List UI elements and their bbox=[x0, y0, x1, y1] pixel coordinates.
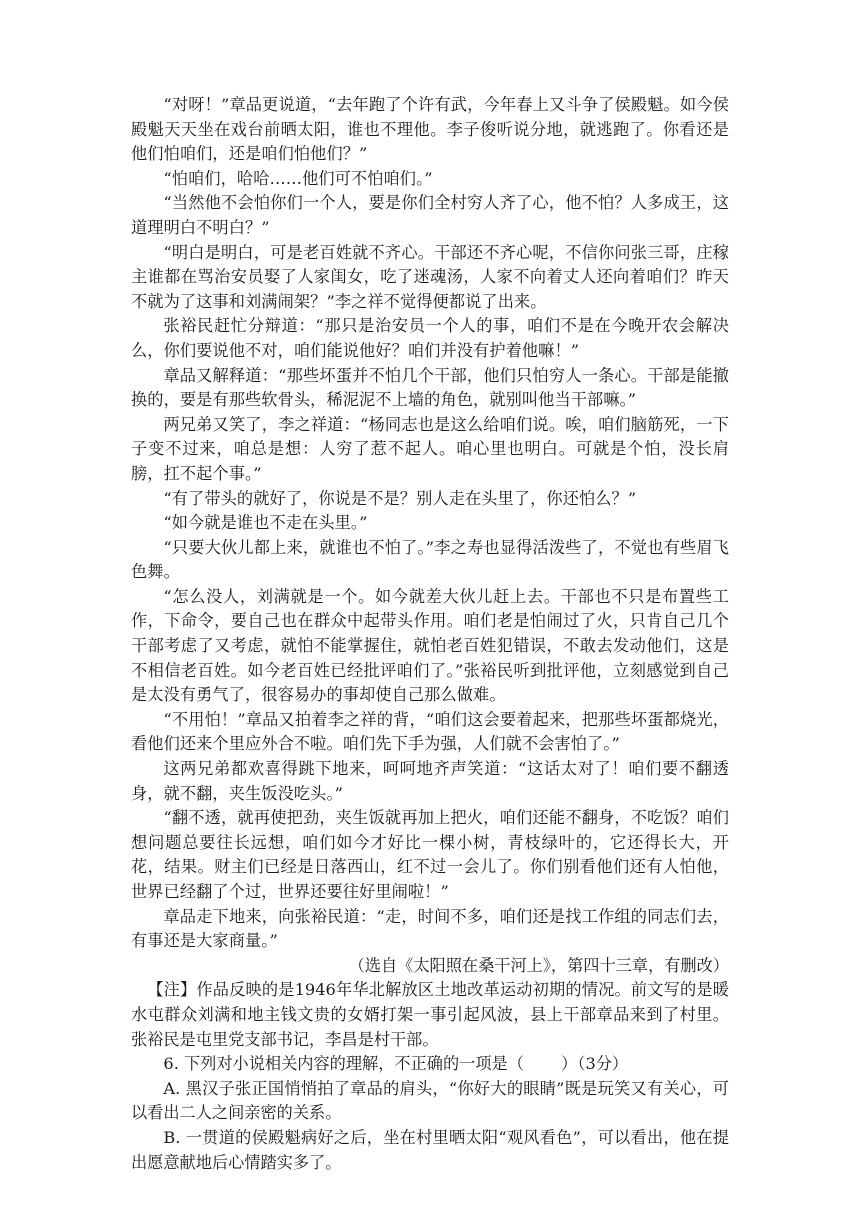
paragraph: “只要大伙儿都上来，就谁也不怕了。”李之寿也显得活泼些了，不觉也有些眉飞色舞。 bbox=[131, 537, 729, 582]
paragraph: 两兄弟又笑了，李之祥道：“杨同志也是这么给咱们说。唉，咱们脑筋死，一下子变不过来，咱总是想：人穷了惹不起人。咱心里也明白。可就是个怕，没长肩膀，扛不起个事。” bbox=[131, 414, 729, 483]
source-citation: （选自《太阳照在桑干河上》，第四十三章，有删改） bbox=[348, 955, 729, 975]
question-stem-text: 6. 下列对小说相关内容的理解，不正确的一项是（ bbox=[163, 1054, 524, 1074]
paragraph: 张裕民赶忙分辩道：“那只是治安员一个人的事，咱们不是在今晚开农会解决么，你们要说他不对，咱们能说他好？咱们并没有护着他嘛！” bbox=[131, 316, 729, 360]
paragraph: “当然他不会怕你们一个人，要是你们全村穷人齐了心，他不怕？人多成王，这道理明白不明白？” bbox=[131, 193, 729, 237]
paragraph: 章品走下地来，向张裕民道：“走，时间不多，咱们还是找工作组的同志们去，有事还是大家商量。” bbox=[131, 906, 729, 951]
paragraph: “明白是明白，可是老百姓就不齐心。干部还不齐心呢，不信你问张三哥，庄稼主谁都在骂治安员娶了人家闺女，吃了迷魂汤，人家不向着丈人还向着咱们？昨天不就为了这事和刘满闹架？”李之祥不觉得便都说了出来。 bbox=[131, 242, 729, 311]
paragraph: “怕咱们，哈哈……他们可不怕咱们。” bbox=[163, 168, 433, 188]
footnote: 【注】作品反映的是1946年华北解放区土地改革运动初期的情况。前文写的是暖水屯群众刘满和地主钱文贵的女婿打架一事引起风波，县上干部章品来到了村里。张裕民是屯里党支部书记，李昌是村干部。 bbox=[131, 980, 729, 1049]
paragraph: “不用怕！”章品又拍着李之祥的背，“咱们这会要着起来，把那些坏蛋都烧光，看他们还来个里应外合不啦。咱们先下手为强，人们就不会害怕了。” bbox=[131, 709, 729, 754]
question-stem bbox=[131, 1052, 729, 1077]
paragraph: 这两兄弟都欢喜得跳下地来，呵呵地齐声笑道：“这话太对了！咱们要不翻透身，就不翻，夹生饭没吃头。” bbox=[131, 759, 729, 803]
paragraph: “对呀！”章品更说道，“去年跑了个许有武，今年春上又斗争了侯殿魁。如今侯殿魁天天坐在戏台前晒太阳，谁也不理他。李子俊听说分地，就逃跑了。你看还是他们怕咱们，还是咱们怕他们？” bbox=[131, 95, 729, 164]
option-b: B. 一贯道的侯殿魁病好之后，坐在村里晒太阳“观风看色”，可以看出，他在提出愿意献地后心情踏实多了。 bbox=[131, 1127, 729, 1172]
paragraph: “有了带头的就好了，你说是不是？别人走在头里了，你还怕么？” bbox=[163, 488, 637, 508]
paragraph: “怎么没人，刘满就是一个。如今就差大伙儿赶上去。干部也不只是布置些工作，下命令，要自己也在群众中起带头作用。咱们老是怕闹过了火，只肯自己几个干部考虑了又考虑，就怕不能掌握住，就怕老百姓犯错误，不敢去发动他们，这是不相信老百姓。如今老百姓已经批评咱们了。”张裕民听到批评他，立刻感觉到自己是太没有勇气了，很容易办的事却使自己那么做难。 bbox=[131, 586, 729, 705]
passage bbox=[131, 93, 729, 954]
option-a: A. 黑汉子张正国悄悄拍了章品的肩头，“你好大的眼睛”既是玩笑又有关心，可以看出二人之间亲密的关系。 bbox=[131, 1078, 729, 1123]
paragraph: 章品又解释道：“那些坏蛋并不怕几个干部，他们只怕穷人一条心。干部是能撤换的，要是有那些软骨头，稀泥泥不上墙的角色，就别叫他当干部嘛。” bbox=[131, 365, 729, 410]
paragraph: “翻不透，就再使把劲，夹生饭就再加上把火，咱们还能不翻身，不吃饭？咱们想问题总要往长远想，咱们如今才好比一棵小树，青枝绿叶的，它还得长大，开花，结果。财主们已经是日落西山，红不过一会儿了。你们别看他们还有人怕他，世界已经翻了个过，世界还要往好里闹啦！” bbox=[131, 808, 729, 901]
paragraph: “如今就是谁也不走在头里。” bbox=[163, 513, 368, 533]
question-stem-end: ）（3分） bbox=[561, 1054, 629, 1074]
document-page bbox=[131, 93, 729, 1175]
